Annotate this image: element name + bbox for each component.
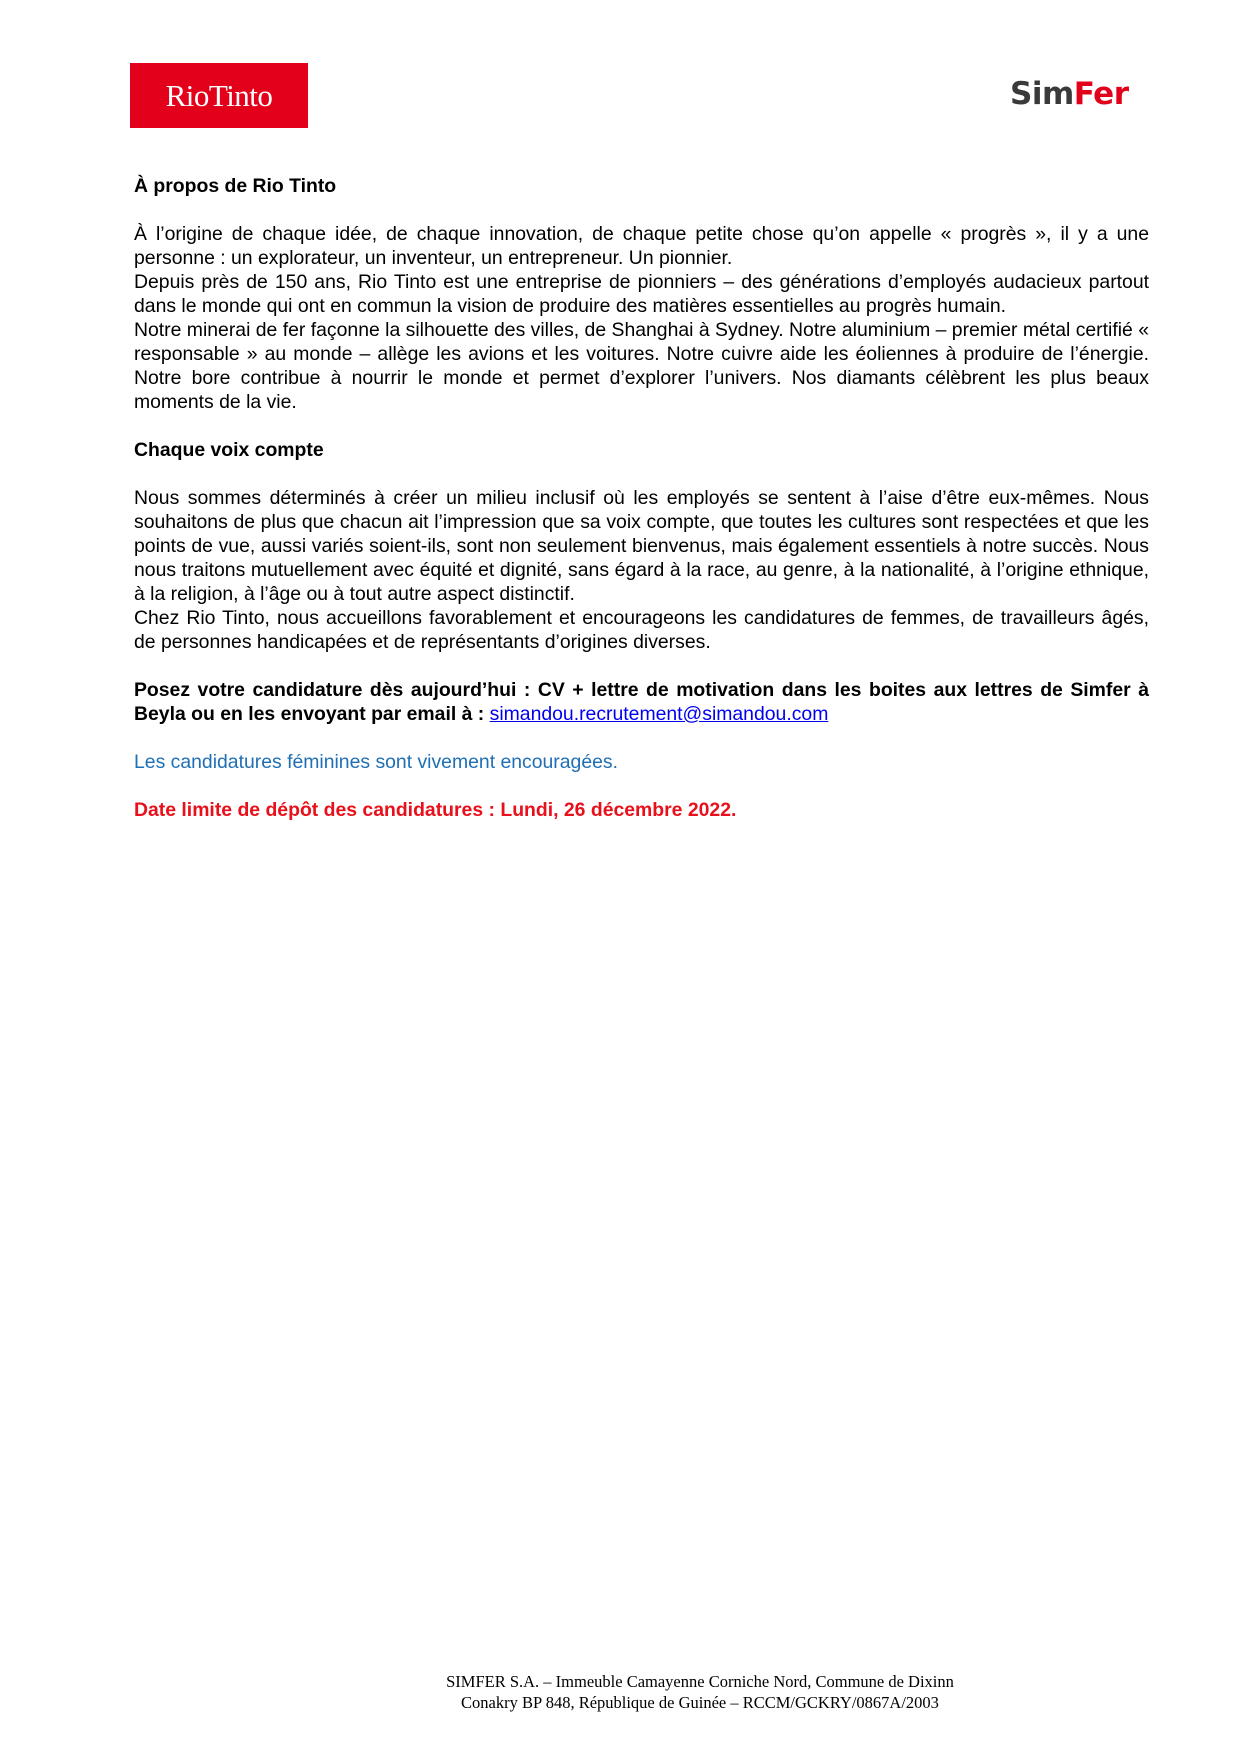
- footer-line-1: SIMFER S.A. – Immeuble Camayenne Corniche Nord, Commune de Dixinn: [446, 1672, 954, 1691]
- simfer-logo-fer: Fer: [1073, 76, 1129, 112]
- rio-tinto-logo-text: RioTinto: [165, 77, 273, 113]
- document-body: [134, 174, 1149, 822]
- about-paragraph-3: Notre minerai de fer façonne la silhouette des villes, de Shanghai à Sydney. Notre aluminium – premier métal certifié « responsable » au monde – allège les avions et les voitures. Notre cuivre aide les éoliennes à produire de l’énergie. Notre bore contribue à nourrir le monde et permet d’explorer l’univers. Nos diamants célèbrent les plus beaux moments de la vie.: [134, 319, 1149, 413]
- recruitment-email-link[interactable]: simandou.recrutement@simandou.com: [489, 703, 829, 725]
- apply-text: Posez votre candidature dès aujourd’hui : CV + lettre de motivation dans les boites aux lettres de Simfer à Beyla ou en les envoyant par email à :: [134, 679, 1149, 725]
- apply-instructions: [134, 678, 1149, 726]
- simfer-logo: [1010, 74, 1129, 114]
- voice-paragraph-2: Chez Rio Tinto, nous accueillons favorablement et encourageons les candidatures de femmes, de travailleurs âgés, de personnes handicapées et de représentants d’origines diverses.: [134, 607, 1149, 653]
- women-encouraged-note: Les candidatures féminines sont vivement encouragées.: [134, 751, 618, 773]
- voice-paragraph-1: Nous sommes déterminés à créer un milieu inclusif où les employés se sentent à l’aise d’être eux-mêmes. Nous souhaitons de plus que chacun ait l’impression que sa voix compte, que toutes les cultures sont respectées et que les points de vue, aussi variés soient-ils, sont non seulement bienvenus, mais également essentiels à notre succès. Nous nous traitons mutuellement avec équité et dignité, sans égard à la race, au genre, à la nationalité, à l’origine ethnique, à la religion, à l’âge ou à tout autre aspect distinctif.: [134, 487, 1149, 605]
- simfer-logo-sim: Sim: [1010, 76, 1074, 112]
- rio-tinto-logo: [130, 63, 308, 128]
- about-paragraph-2: Depuis près de 150 ans, Rio Tinto est une entreprise de pionniers – des générations d’employés audacieux partout dans le monde qui ont en commun la vision de produire des matières essentielles au progrès humain.: [134, 271, 1149, 317]
- section-title-voice: Chaque voix compte: [134, 439, 324, 461]
- footer-line-2: Conakry BP 848, République de Guinée – RCCM/GCKRY/0867A/2003: [461, 1693, 939, 1712]
- page-footer: [360, 1671, 1040, 1713]
- deadline-notice: Date limite de dépôt des candidatures : Lundi, 26 décembre 2022.: [134, 799, 737, 821]
- about-paragraph-1: À l’origine de chaque idée, de chaque innovation, de chaque petite chose qu’on appelle « progrès », il y a une personne : un explorateur, un inventeur, un entrepreneur. Un pionnier.: [134, 223, 1149, 269]
- section-title-about: À propos de Rio Tinto: [134, 175, 337, 197]
